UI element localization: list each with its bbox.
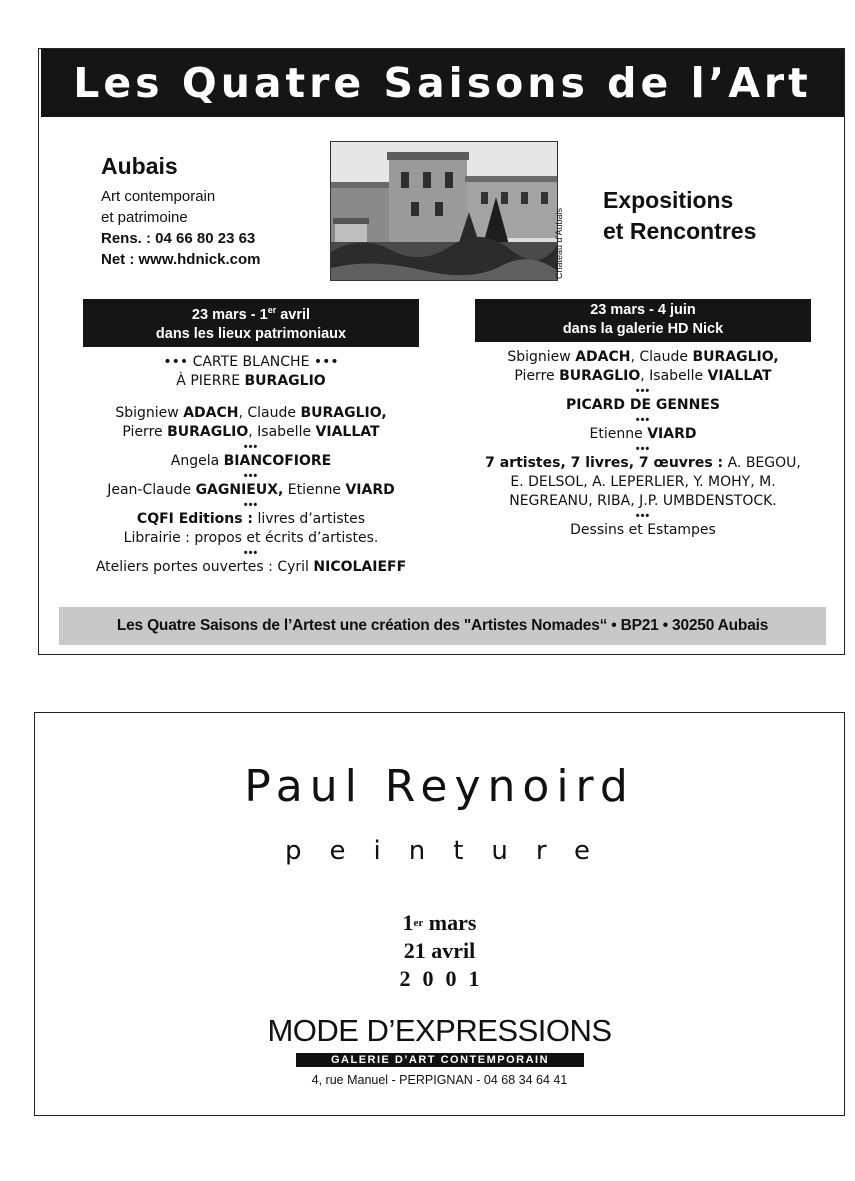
left-c1-first: Jean-Claude [107,481,196,498]
right-picard [475,396,811,415]
venue-city: Aubais [101,153,178,179]
right-artist-list-2: NEGREANU, RIBA, J.P. UMBDENSTOCK. [509,493,777,509]
expositions-heading-line-1: Expositions [603,187,734,213]
exhibition-dates [35,909,844,993]
right-program-column [475,299,811,540]
right-a4-first: , Isabelle [640,368,708,384]
left-biancofiore [83,452,419,471]
left-ateliers [83,558,419,577]
chateau-photo-image [331,142,558,281]
artist-medium: peinture [285,836,618,866]
venue-block [101,153,260,270]
artist-name: Paul Reynoird [244,761,635,812]
left-date-rest: avril [276,306,311,323]
date-start [35,909,844,937]
right-artist-list-1: E. DELSOL, A. LEPERLIER, Y. MOHY, M. [510,474,776,490]
right-a2-first: , Claude [630,349,693,365]
left-artists-line-2 [83,423,419,442]
separator-dots: ••• [635,510,651,522]
chateau-photo [330,141,558,281]
left-f-first: Ateliers portes ouvertes : Cyril [95,558,314,575]
separator-dots: ••• [635,385,651,397]
left-c1-last: GAGNIEUX, [195,481,284,498]
date-start-ordinal: er [413,917,424,929]
right-d-rest: A. BEGOU, [723,455,801,471]
left-a3-last: BURAGLIO [167,423,249,440]
left-a4-last: VIALLAT [315,423,380,440]
right-dessins: Dessins et Estampes [570,522,716,538]
left-place: dans les lieux patrimoniaux [155,325,347,342]
left-a4-first: , Isabelle [248,423,316,440]
left-program-column [83,299,419,577]
venue-website: Net : www.hdnick.com [101,251,261,268]
right-d-bold: 7 artistes, 7 livres, 7 œuvres : [485,455,724,471]
quatre-saisons-ad [38,48,845,655]
venue-phone: Rens. : 04 66 80 23 63 [101,230,256,247]
footer-rest: est une création des "Artistes Nomades“ • BP21 • 30250 Aubais [313,617,769,634]
gallery-subtitle: GALERIE D’ART CONTEMPORAIN [296,1053,584,1067]
separator-dots: ••• [243,498,259,511]
right-7-artistes [475,454,811,473]
left-c2-first: Etienne [283,481,346,498]
right-place: dans la galerie HD Nick [562,321,724,337]
gallery-name: MODE D’EXPRESSIONS [267,1013,612,1048]
left-gagnieux-viard [83,481,419,500]
expositions-heading-line-2: et Rencontres [603,218,757,244]
separator-dots: ••• [243,440,259,453]
carte-prefix: À PIERRE [176,372,245,389]
left-a1-last: ADACH [183,404,239,421]
left-cqfi [83,510,419,529]
right-a3-last: BURAGLIO [559,368,641,384]
reynoird-exhibition-ad [34,712,845,1116]
left-a3-first: Pierre [122,423,168,440]
left-b-first: Angela [170,452,224,469]
right-viard [475,425,811,444]
left-librairie: Librairie : propos et écrits d’artistes. [123,529,379,546]
left-a2-first: , Claude [238,404,301,421]
carte-name: BURAGLIO [244,372,326,389]
right-a1-first: Sbigniew [507,349,576,365]
separator-dots: ••• [635,414,651,426]
carte-blanche-artist [83,372,419,391]
left-c2-last: VIARD [345,481,395,498]
separator-dots: ••• [243,469,259,482]
gallery-address: 4, rue Manuel - PERPIGNAN - 04 68 34 64 41 [311,1073,568,1087]
left-a2-last: BURAGLIO, [300,404,387,421]
right-c-first: Etienne [589,426,648,442]
ad-banner-title: Les Quatre Saisons de l’Art [41,49,844,117]
right-column-header [475,299,811,342]
left-artists-line-1 [83,404,419,423]
date-end: 21 avril [403,938,476,963]
date-year: 2001 [399,966,492,991]
left-f-last: NICOLAIEFF [313,558,407,575]
left-d-rest: livres d’artistes [253,510,366,527]
left-date-sup: er [267,305,277,315]
venue-tagline-2: et patrimoine [101,209,188,226]
photo-caption: Château d’Aubais [554,207,564,279]
right-a3-first: Pierre [514,368,560,384]
carte-blanche-line: ••• CARTE BLANCHE ••• [163,353,339,370]
left-column-header [83,299,419,347]
left-b-last: BIANCOFIORE [223,452,332,469]
right-artists-line-1 [475,348,811,367]
right-date: 23 mars - 4 juin [590,302,696,318]
separator-dots: ••• [243,546,259,559]
right-b: PICARD DE GENNES [565,397,721,413]
right-c-last: VIARD [647,426,697,442]
date-start-month: mars [423,910,477,935]
expositions-heading [603,185,756,247]
footer-bold: Les Quatre Saisons de l’Art [116,617,314,634]
separator-dots: ••• [635,443,651,455]
venue-tagline-1: Art contemporain [101,188,216,205]
right-artists-line-2 [475,367,811,386]
right-a1-last: ADACH [575,349,631,365]
date-start-num: 1 [402,910,414,935]
right-a2-last: BURAGLIO, [692,349,779,365]
right-a4-last: VIALLAT [707,368,772,384]
left-a1-first: Sbigniew [115,404,184,421]
ad-footer-bar [59,607,826,645]
left-date-main: 23 mars - 1 [191,306,268,323]
left-d-bold: CQFI Editions : [136,510,254,527]
